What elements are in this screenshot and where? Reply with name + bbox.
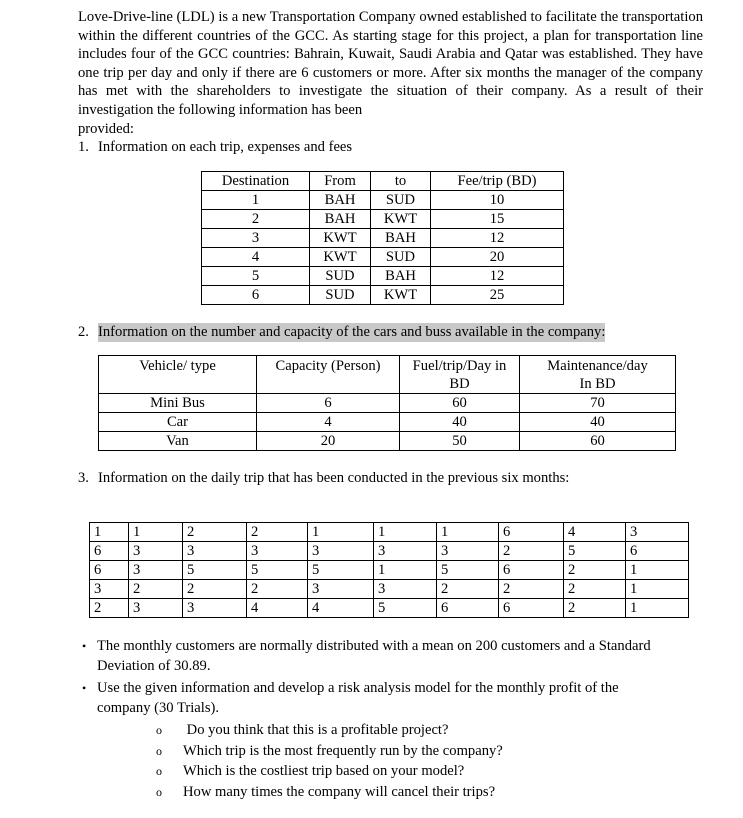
header-line: BD: [449, 376, 470, 392]
cell: 40: [520, 413, 676, 432]
grid-cell: 2: [129, 580, 183, 599]
table-row: [202, 229, 564, 248]
bullet-list: [80, 636, 710, 720]
grid-cell: 3: [129, 599, 183, 618]
header-vehicle-type: [99, 356, 257, 394]
cell: 40: [400, 413, 520, 432]
grid-cell: 5: [374, 599, 437, 618]
intro-text: Love-Drive-line (LDL) is a new Transportation Company owned established to facilitate the transportation within the different countries of the GCC. As starting stage for this project, a plan for transportation line includes four of the GCC countries: Bahrain, Kuwait, Saudi Arabia and Qatar was established. They have one trip per day and only if there are 6 customers or more. After six months the manager of the company has met with the shareholders to investigate the situation of their company. As a result of their investigation the following information has been: [78, 9, 703, 118]
table-row: [202, 286, 564, 305]
section-2-number: 2.: [78, 324, 89, 340]
intro-last-line: provided:: [78, 120, 134, 137]
grid-cell: 6: [90, 542, 129, 561]
grid-cell: 2: [247, 523, 308, 542]
header-capacity: [257, 356, 400, 394]
cell: BAH: [371, 267, 431, 286]
header-maintenance: [520, 356, 676, 394]
cell: KWT: [310, 229, 371, 248]
grid-cell: 3: [129, 561, 183, 580]
cell: KWT: [371, 286, 431, 305]
question-text: Which trip is the most frequently run by the company?: [183, 742, 503, 759]
circle-bullet-icon: o: [156, 764, 162, 778]
grid-cell: 3: [129, 542, 183, 561]
grid-cell: 2: [499, 580, 564, 599]
grid-cell: 6: [499, 523, 564, 542]
intro-paragraph: [78, 8, 703, 138]
question-item: [156, 761, 503, 782]
bullet-item: [80, 678, 710, 718]
cell: Van: [99, 432, 257, 451]
cell: 6: [257, 394, 400, 413]
table-header-row: [202, 172, 564, 191]
circle-bullet-icon: o: [156, 723, 162, 737]
bullet-text: Deviation of 30.89.: [97, 658, 211, 674]
bullet-icon: •: [82, 639, 87, 653]
grid-cell: 3: [308, 542, 374, 561]
header-line: Capacity (Person): [275, 358, 381, 374]
cell: 60: [520, 432, 676, 451]
grid-row: [90, 599, 689, 618]
question-item: [156, 741, 503, 762]
grid-cell: 5: [308, 561, 374, 580]
grid-cell: 3: [374, 542, 437, 561]
cell: BAH: [310, 191, 371, 210]
grid-cell: 6: [499, 599, 564, 618]
grid-cell: 6: [499, 561, 564, 580]
section-1-heading: [78, 138, 352, 156]
cell: 12: [431, 229, 564, 248]
bullet-icon: •: [82, 681, 87, 695]
grid-cell: 5: [437, 561, 499, 580]
cell: 5: [202, 267, 310, 286]
question-text: Do you think that this is a profitable project?: [183, 722, 449, 738]
table-row: [99, 432, 676, 451]
grid-cell: 2: [183, 580, 247, 599]
header-destination: Destination: [202, 172, 310, 191]
cell: SUD: [371, 191, 431, 210]
header-line: Fuel/trip/Day in: [412, 358, 507, 374]
grid-cell: 2: [564, 599, 626, 618]
grid-cell: 2: [437, 580, 499, 599]
table-row: [202, 191, 564, 210]
cell: SUD: [310, 286, 371, 305]
cell: 4: [202, 248, 310, 267]
table-row: [99, 394, 676, 413]
circle-bullet-icon: o: [156, 743, 162, 758]
section-1-title: Information on each trip, expenses and fees: [98, 139, 353, 155]
bullet-text: company (30 Trials).: [97, 700, 220, 716]
grid-cell: 6: [90, 561, 129, 580]
grid-row: [90, 542, 689, 561]
section-1-number: 1.: [78, 139, 89, 155]
section-2-heading: [78, 323, 605, 341]
question-list: [156, 720, 503, 802]
table-row: [202, 267, 564, 286]
section-3-title: Information on the daily trip that has been conducted in the previous six months:: [98, 470, 570, 486]
grid-cell: 3: [183, 599, 247, 618]
trip-fees-table: [201, 171, 564, 305]
cell: 4: [257, 413, 400, 432]
cell: 50: [400, 432, 520, 451]
grid-cell: 1: [626, 561, 689, 580]
bullet-text: The monthly customers are normally distributed with a mean on 200 customers and a Standard: [97, 638, 651, 654]
grid-cell: 6: [437, 599, 499, 618]
grid-cell: 2: [564, 580, 626, 599]
cell: BAH: [371, 229, 431, 248]
table-row: [99, 413, 676, 432]
header-from: From: [310, 172, 371, 191]
question-text: How many times the company will cancel their trips?: [183, 783, 496, 800]
grid-cell: 3: [437, 542, 499, 561]
grid-cell: 5: [247, 561, 308, 580]
table-row: [202, 210, 564, 229]
header-line: Maintenance/day: [547, 358, 648, 374]
bullet-text: Use the given information and develop a risk analysis model for the monthly profit of the: [97, 680, 619, 696]
grid-row: [90, 580, 689, 599]
grid-cell: 4: [247, 599, 308, 618]
header-line: In BD: [579, 376, 616, 392]
grid-cell: 3: [90, 580, 129, 599]
grid-row: [90, 523, 689, 542]
question-item: [156, 782, 503, 803]
header-line: Vehicle/ type: [139, 358, 216, 374]
cell: 6: [202, 286, 310, 305]
cell: Mini Bus: [99, 394, 257, 413]
grid-cell: 4: [564, 523, 626, 542]
cell: SUD: [310, 267, 371, 286]
grid-cell: 3: [247, 542, 308, 561]
cell: 20: [431, 248, 564, 267]
cell: 70: [520, 394, 676, 413]
table-row: [202, 248, 564, 267]
daily-trips-grid: [89, 522, 689, 618]
vehicle-table: [98, 355, 676, 451]
cell: 1: [202, 191, 310, 210]
grid-cell: 1: [129, 523, 183, 542]
grid-cell: 2: [90, 599, 129, 618]
grid-cell: 5: [564, 542, 626, 561]
grid-cell: 1: [374, 561, 437, 580]
grid-cell: 3: [626, 523, 689, 542]
cell: 25: [431, 286, 564, 305]
grid-cell: 2: [564, 561, 626, 580]
section-3-number: 3.: [78, 470, 89, 486]
grid-cell: 6: [626, 542, 689, 561]
grid-cell: 1: [308, 523, 374, 542]
section-3-heading: [78, 469, 569, 487]
grid-cell: 3: [308, 580, 374, 599]
cell: Car: [99, 413, 257, 432]
grid-cell: 4: [308, 599, 374, 618]
grid-row: [90, 561, 689, 580]
cell: BAH: [310, 210, 371, 229]
table-header-row: [99, 356, 676, 394]
cell: SUD: [371, 248, 431, 267]
grid-cell: 1: [626, 580, 689, 599]
grid-cell: 3: [374, 580, 437, 599]
cell: 60: [400, 394, 520, 413]
cell: 10: [431, 191, 564, 210]
circle-bullet-icon: o: [156, 784, 162, 799]
header-fee: Fee/trip (BD): [431, 172, 564, 191]
grid-cell: 1: [437, 523, 499, 542]
bullet-item: [80, 636, 710, 676]
cell: 2: [202, 210, 310, 229]
cell: KWT: [371, 210, 431, 229]
grid-cell: 1: [90, 523, 129, 542]
grid-cell: 5: [183, 561, 247, 580]
header-to: to: [371, 172, 431, 191]
grid-cell: 1: [626, 599, 689, 618]
question-text: Which is the costliest trip based on your model?: [183, 763, 465, 779]
grid-cell: 3: [183, 542, 247, 561]
cell: 20: [257, 432, 400, 451]
question-item: [156, 720, 503, 741]
cell: KWT: [310, 248, 371, 267]
cell: 12: [431, 267, 564, 286]
section-2-title-highlighted: Information on the number and capacity of the cars and buss available in the company:: [98, 324, 606, 340]
grid-cell: 2: [499, 542, 564, 561]
grid-cell: 2: [183, 523, 247, 542]
header-fuel: [400, 356, 520, 394]
cell: 3: [202, 229, 310, 248]
grid-cell: 1: [374, 523, 437, 542]
cell: 15: [431, 210, 564, 229]
grid-cell: 2: [247, 580, 308, 599]
